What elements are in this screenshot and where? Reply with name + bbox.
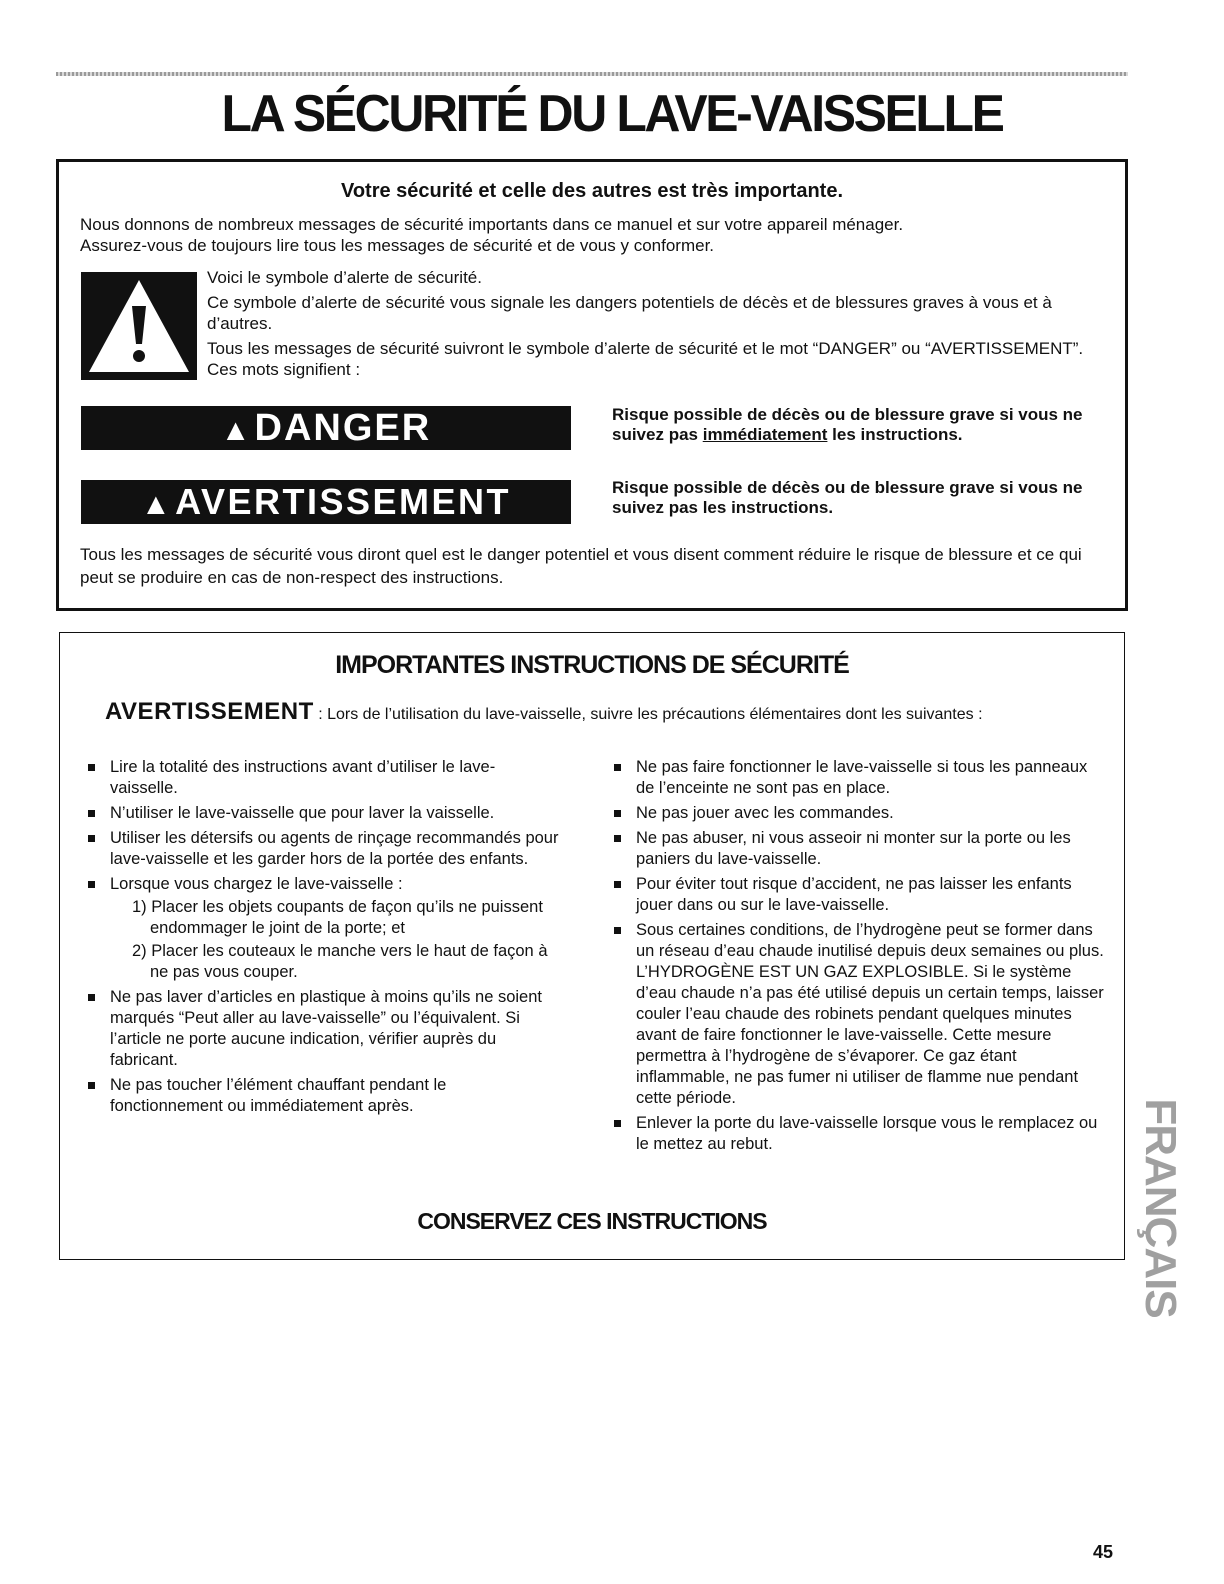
warning-banner bbox=[81, 480, 571, 524]
warning-description: Risque possible de décès ou de blessure grave si vous ne suivez pas les instructions. bbox=[612, 478, 1083, 517]
bullet-icon bbox=[614, 927, 621, 934]
safety-box-heading: Votre sécurité et celle des autres est très importante. bbox=[340, 180, 844, 202]
loading-subitem: 2) Placer les couteaux le manche vers le haut de façon à ne pas vous couper. bbox=[132, 942, 548, 981]
safety-box-outro: Tous les messages de sécurité vous diront quel est le danger potentiel et vous disent comment réduire le risque de blessure et ce qui peut se produire en cas de non-respect des instructions. bbox=[80, 545, 1082, 587]
list-item bbox=[610, 757, 1110, 799]
bullet-icon bbox=[88, 1082, 95, 1089]
bullet-icon bbox=[88, 764, 95, 771]
list-item bbox=[84, 874, 562, 983]
list-item-text: Ne pas laver d’articles en plastique à moins qu’ils ne soient marqués “Peut aller au lave-vaisselle” ou l’équivalent. Si l’article ne porte aucune indication, vérifier auprès du fabricant. bbox=[110, 988, 542, 1069]
list-item-text: Pour éviter tout risque d’accident, ne pas laisser les enfants jouer dans ou sur le lave-vaisselle. bbox=[636, 875, 1072, 914]
instructions-heading: IMPORTANTES INSTRUCTIONS DE SÉCURITÉ bbox=[335, 651, 849, 679]
bullet-icon bbox=[88, 835, 95, 842]
list-item bbox=[610, 803, 1110, 824]
top-rule bbox=[56, 72, 1128, 76]
bullet-icon bbox=[614, 835, 621, 842]
danger-desc-emphasis: immédiatement bbox=[702, 425, 828, 444]
instructions-warning bbox=[105, 698, 1065, 726]
safety-alert-triangle-icon bbox=[81, 272, 197, 380]
instructions-warning-text: Lors de l’utilisation du lave-vaisselle, suivre les précautions élémentaires dont les suivantes : bbox=[327, 706, 983, 723]
list-item-text: Ne pas abuser, ni vous asseoir ni monter sur la porte ou les paniers du lave-vaisselle. bbox=[636, 829, 1071, 868]
danger-desc-end: les instructions. bbox=[827, 425, 963, 444]
danger-warning-icon: ▲ bbox=[220, 414, 253, 447]
list-item bbox=[84, 1075, 562, 1117]
list-item-text: Ne pas faire fonctionner le lave-vaisselle si tous les panneaux de l’enceinte ne sont pas en place. bbox=[636, 758, 1088, 797]
bullet-icon bbox=[614, 881, 621, 888]
instructions-footer: CONSERVEZ CES INSTRUCTIONS bbox=[417, 1208, 767, 1234]
safety-alert-icon bbox=[81, 272, 197, 380]
list-item bbox=[84, 987, 562, 1071]
bullet-icon bbox=[614, 1120, 621, 1127]
safety-message-box bbox=[56, 159, 1128, 611]
list-item-text: N’utiliser le lave-vaisselle que pour laver la vaisselle. bbox=[110, 804, 495, 822]
list-item-text: Sous certaines conditions, de l’hydrogène peut se former dans un réseau d’eau chaude inutilisé depuis deux semaines ou plus. L’HYDROGÈNE EST UN GAZ EXPLOSIBLE. Si le système d’eau chaude n’a pas été utilisé depuis un certain temps, laisser couler l’eau chaude des robinets pendant quelques minutes avant de faire fonctionner le lave-vaisselle. Cette mesure permettra à l’hydrogène de s’évaporer. Ce gaz étant inflammable, ne pas fumer ni utiliser de flamme nue pendant cette période. bbox=[636, 921, 1104, 1107]
instructions-warning-label: AVERTISSEMENT bbox=[105, 698, 314, 725]
language-tab-label: FRANÇAIS bbox=[1136, 1098, 1185, 1318]
page-number: 45 bbox=[1093, 1542, 1114, 1562]
bullet-icon bbox=[88, 881, 95, 888]
warning-banner-label: AVERTISSEMENT bbox=[175, 481, 512, 522]
danger-description bbox=[612, 405, 1112, 445]
list-item bbox=[610, 874, 1110, 916]
instructions-left-column bbox=[84, 757, 562, 1121]
list-item bbox=[84, 828, 562, 870]
danger-label: DANGER bbox=[254, 407, 432, 449]
language-side-tab bbox=[1130, 1078, 1190, 1338]
bullet-icon bbox=[88, 810, 95, 817]
important-instructions-box bbox=[59, 632, 1125, 1260]
bullet-icon bbox=[88, 994, 95, 1001]
warning-triangle-icon: ▲ bbox=[140, 488, 174, 521]
intro-line-2: Assurez-vous de toujours lire tous les messages de sécurité et de vous y conformer. bbox=[80, 236, 715, 255]
warning-separator: : bbox=[313, 706, 328, 723]
danger-desc-text: Risque possible de décès ou de blessure grave si vous ne suivez pas bbox=[612, 405, 1083, 444]
list-item bbox=[610, 920, 1110, 1109]
list-item-text: Ne pas toucher l’élément chauffant pendant le fonctionnement ou immédiatement après. bbox=[110, 1076, 447, 1115]
alert-symbol-desc: Ce symbole d’alerte de sécurité vous signale les dangers potentiels de décès et de blessures graves à vous et à d’autres. bbox=[207, 293, 1052, 333]
bullet-icon bbox=[614, 764, 621, 771]
intro-line-1: Nous donnons de nombreux messages de sécurité importants dans ce manuel et sur votre appareil ménager. bbox=[80, 215, 904, 234]
list-item bbox=[84, 803, 562, 824]
alert-symbol-text: Voici le symbole d’alerte de sécurité. bbox=[207, 268, 482, 287]
instructions-right-column bbox=[610, 757, 1110, 1159]
list-item bbox=[610, 828, 1110, 870]
alert-signal-words: Tous les messages de sécurité suivront le symbole d’alerte de sécurité et le mot “DANGER” ou “AVERTISSEMENT”. Ces mots signifient : bbox=[207, 339, 1084, 379]
list-item-text: Utiliser les détersifs ou agents de rinçage recommandés pour lave-vaisselle et les garder hors de la portée des enfants. bbox=[110, 829, 559, 868]
danger-banner bbox=[81, 406, 571, 450]
safety-box-intro bbox=[80, 214, 1110, 256]
list-item bbox=[84, 757, 562, 799]
page-title: LA SÉCURITÉ DU LAVE-VAISSELLE bbox=[221, 85, 1003, 143]
list-item-text: Lire la totalité des instructions avant d’utiliser le lave-vaisselle. bbox=[110, 758, 496, 797]
loading-subitem: 1) Placer les objets coupants de façon qu’ils ne puissent endommager le joint de la porte; et bbox=[132, 898, 543, 937]
list-item bbox=[610, 1113, 1110, 1155]
bullet-icon bbox=[614, 810, 621, 817]
list-item-text: Lorsque vous chargez le lave-vaisselle : bbox=[110, 875, 403, 893]
alert-symbol-explanation bbox=[207, 267, 1117, 384]
list-item-text: Enlever la porte du lave-vaisselle lorsque vous le remplacez ou le mettez au rebut. bbox=[636, 1114, 1098, 1153]
list-item-text: Ne pas jouer avec les commandes. bbox=[636, 804, 894, 822]
